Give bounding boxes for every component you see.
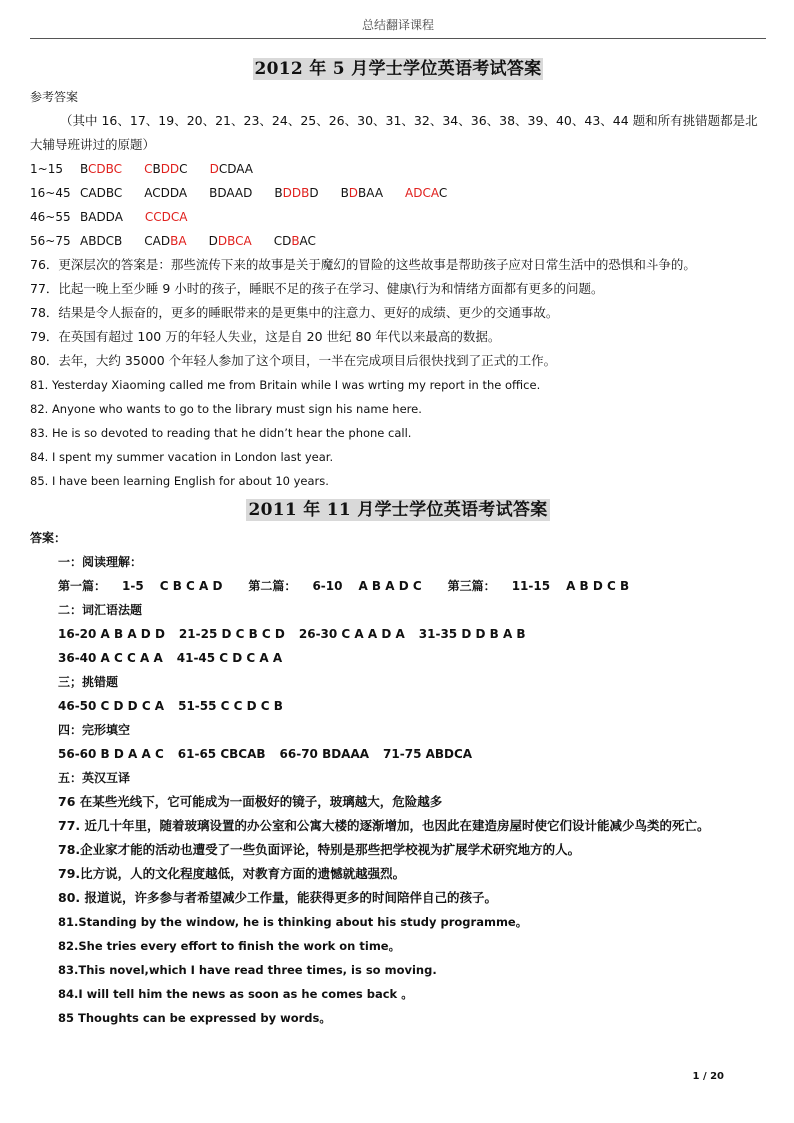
passage-name: 第一篇：	[58, 579, 107, 593]
vocab-answers	[30, 622, 766, 670]
passage-range: 1-5	[122, 579, 144, 593]
answer-range: 56~75	[30, 234, 71, 248]
part4-title: 四：完形填空	[58, 723, 131, 737]
answer-text: C	[438, 186, 448, 200]
s2-english-82: 82.She tries every effort to finish the work on time。	[58, 939, 401, 953]
page-number: 1 / 20	[692, 1071, 724, 1082]
error-group: 46-50 C D D C A	[58, 699, 165, 713]
s2-translation-78: 78.企业家才能的活动也遭受了一些负面评论，特别是那些把学校视为扩展学术研究地方的人。	[58, 842, 581, 857]
vocab-row	[30, 646, 766, 670]
answer-group	[144, 157, 188, 181]
part1-title: 一：阅读理解：	[58, 555, 143, 569]
vocab-group: 16-20 A B A D D	[58, 627, 165, 641]
cloze-row	[30, 742, 766, 766]
vocab-group: 21-25 D C B C D	[178, 627, 285, 641]
cloze-group: 66-70 BDAAA	[279, 747, 370, 761]
cloze-group: 61-65 CBCAB	[177, 747, 266, 761]
english-85: 85. I have been learning English for about 10 years.	[30, 474, 329, 488]
part3-title: 三；挑错题	[58, 675, 119, 689]
answer-highlight: DDB	[282, 186, 310, 200]
answer-group	[209, 229, 252, 253]
s2-translation-76: 76 在某些光线下，它可能成为一面极好的镜子，玻璃越大，危险越多	[58, 794, 443, 809]
translation-79: 79．在英国有超过 100 万的年轻人失业，这是自 20 世纪 80 年代以来最高的数据。	[30, 329, 501, 344]
error-answers	[30, 694, 766, 718]
answer-group	[209, 181, 252, 205]
answer-text: CD	[273, 234, 292, 248]
cloze-group: 56-60 B D A A C	[58, 747, 164, 761]
passage-name: 第二篇：	[248, 579, 297, 593]
answer-highlight: ADCA	[405, 186, 439, 200]
english-84: 84. I spent my summer vacation in London last year.	[30, 450, 334, 464]
translation-77: 77．比起一晚上至少睡 9 小时的孩子，睡眠不足的孩子在学习、健康\行为和情绪方面都有更多的问题。	[30, 281, 604, 296]
english-81: 81. Yesterday Xiaoming called me from Britain while I was wrting my report in the office.	[30, 378, 541, 392]
s2-english-85: 85 Thoughts can be expressed by words。	[58, 1011, 331, 1025]
answer-group	[274, 229, 316, 253]
s2-english-81: 81.Standing by the window, he is thinking about his study programme。	[58, 915, 528, 929]
answer-group	[274, 181, 318, 205]
answer-text: B	[152, 162, 161, 176]
answer-group	[145, 205, 188, 229]
answer-text: CAD	[144, 234, 171, 248]
answer-row	[30, 229, 766, 253]
answer-highlight: D	[209, 162, 219, 176]
section2-label: 答案：	[30, 531, 67, 545]
passage-answers: A B D C B	[566, 579, 630, 593]
answer-highlight: C	[144, 162, 153, 176]
section2-title-wrap	[30, 495, 766, 520]
answer-range: 46~55	[30, 210, 71, 224]
answer-highlight: DD	[160, 162, 180, 176]
s2-english-83: 83.This novel,which I have read three times, is so moving.	[58, 963, 437, 977]
answer-highlight: D	[348, 186, 359, 200]
answer-text: D	[309, 186, 319, 200]
error-group: 51-55 C C D C B	[178, 699, 283, 713]
section1-english	[30, 373, 766, 493]
vocab-group: 36-40 A C C A A	[58, 651, 163, 665]
answer-highlight: DBC	[217, 234, 244, 248]
answer-text: BADDA	[80, 210, 123, 224]
answer-text: D	[208, 234, 218, 248]
answer-text: BAA	[358, 186, 384, 200]
answer-group	[341, 181, 383, 205]
reading-passage	[448, 579, 629, 593]
section1-title: 2012 年 5 月学士学位英语考试答案	[254, 59, 542, 79]
answer-text: CDAA	[218, 162, 253, 176]
answer-highlight: B	[291, 234, 300, 248]
passage-answers: C B C A D	[159, 579, 223, 593]
section1-label: 参考答案	[30, 90, 79, 104]
answer-range: 16~45	[30, 186, 71, 200]
reading-passage	[248, 579, 421, 593]
cloze-group: 71-75 ABDCA	[383, 747, 473, 761]
english-83: 83. He is so devoted to reading that he didn’t hear the phone call.	[30, 426, 412, 440]
section2-body	[30, 526, 766, 1030]
part5-title: 五：英汉互译	[58, 771, 131, 785]
answer-text: ABDCB	[80, 234, 123, 248]
answer-group	[80, 181, 122, 205]
passage-range: 6-10	[312, 579, 343, 593]
document-body	[30, 52, 766, 1030]
section1-translations	[30, 253, 766, 373]
answer-text: B	[340, 186, 349, 200]
translation-78: 78．结果是令人振奋的，更多的睡眠带来的是更集中的注意力、更好的成绩、更少的交通事故。	[30, 305, 559, 320]
answer-text: B	[274, 186, 283, 200]
section2-title: 2011 年 11 月学士学位英语考试答案	[248, 500, 548, 520]
answer-text: C	[179, 162, 188, 176]
answer-text: DAAD	[217, 186, 253, 200]
reading-passage	[58, 579, 222, 593]
answer-group	[80, 229, 122, 253]
page-header: 总结翻译课程	[30, 16, 766, 39]
cloze-answers	[30, 742, 766, 766]
answer-highlight: CCDCA	[144, 210, 188, 224]
answer-group	[80, 205, 123, 229]
answer-text: AC	[299, 234, 316, 248]
translation-80: 80．去年，大约 35000 个年轻人参加了这个项目，一半在完成项目后很快找到了正式的工作。	[30, 353, 557, 368]
reading-answers	[30, 574, 766, 598]
answer-text: B	[209, 186, 218, 200]
answer-row	[30, 205, 766, 229]
answer-text: B	[80, 162, 89, 176]
answer-highlight: CDBC	[88, 162, 123, 176]
answer-group	[80, 157, 122, 181]
section1-answer-rows	[30, 157, 766, 253]
section1-title-wrap	[30, 54, 766, 79]
answer-group	[144, 181, 187, 205]
s2-translation-79: 79.比方说，人的文化程度越低，对教育方面的遗憾就越强烈。	[58, 866, 406, 881]
answer-highlight: BA	[170, 234, 187, 248]
s2-english-84: 84.I will tell him the news as soon as he comes back 。	[58, 987, 413, 1001]
vocab-row	[30, 622, 766, 646]
answer-group	[210, 157, 253, 181]
answer-text: CADBC	[80, 186, 123, 200]
english-82: 82. Anyone who wants to go to the library must sign his name here.	[30, 402, 422, 416]
part2-title: 二：词汇语法题	[58, 603, 143, 617]
s2-translation-80: 80. 报道说，许多参与者希望减少工作量，能获得更多的时间陪伴自己的孩子。	[58, 890, 497, 905]
passage-range: 11-15	[511, 579, 551, 593]
error-row	[30, 694, 766, 718]
answer-group	[144, 229, 186, 253]
vocab-group: 26-30 C A A D A	[298, 627, 405, 641]
answer-range: 1~15	[30, 162, 63, 176]
answer-row	[30, 157, 766, 181]
answer-group	[405, 181, 447, 205]
vocab-group: 31-35 D D B A B	[418, 627, 526, 641]
s2-translation-77: 77. 近几十年里，随着玻璃设置的办公室和公寓大楼的逐渐增加，也因此在建造房屋时使它们设计能减少鸟类的死亡。	[58, 818, 710, 833]
vocab-group: 41-45 C D C A A	[176, 651, 283, 665]
translation-76: 76．更深层次的答案是：那些流传下来的故事是关于魔幻的冒险的这些故事是帮助孩子应对日常生活中的恐惧和斗争的。	[30, 257, 696, 272]
answer-highlight: A	[243, 234, 252, 248]
section1-note: （其中 16、17、19、20、21、23、24、25、26、30、31、32、34、36、38、39、40、43、44 题和所有挑错题都是北大辅导班讲过的原题）	[30, 113, 758, 152]
answer-text: ACDDA	[144, 186, 188, 200]
passage-answers: A B A D C	[358, 579, 422, 593]
passage-name: 第三篇：	[447, 579, 496, 593]
answer-row	[30, 181, 766, 205]
